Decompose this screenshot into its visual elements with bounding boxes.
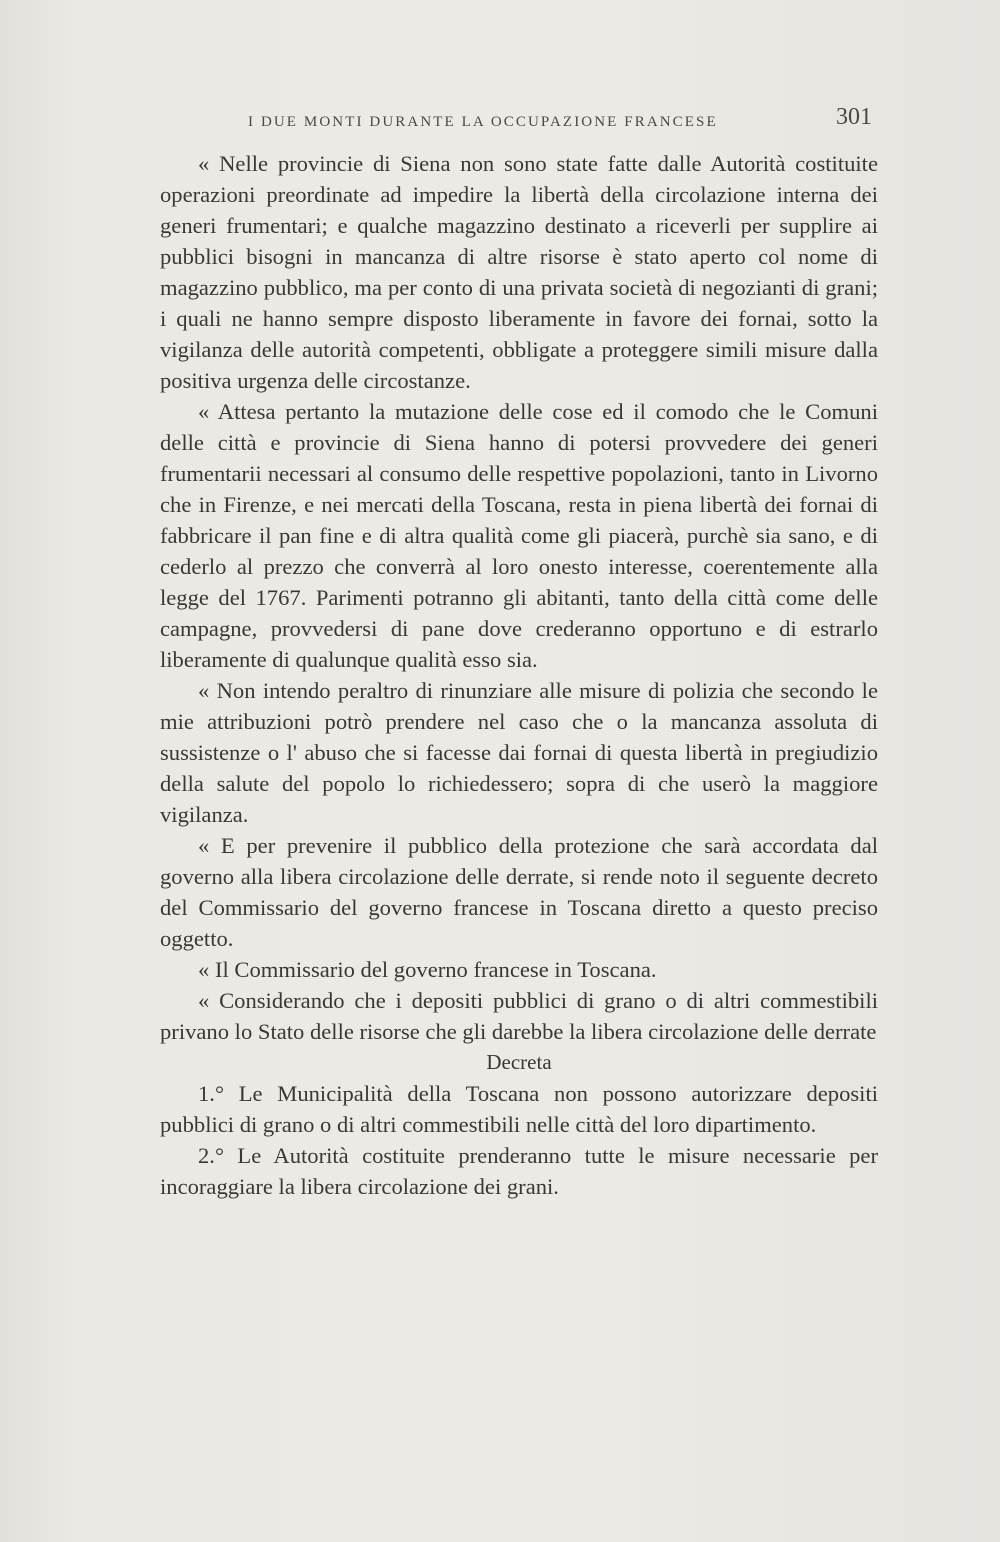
page-number: 301 <box>836 104 872 130</box>
page-header <box>160 100 872 136</box>
paragraph-bakers-freedom: « Attesa pertanto la mutazione delle cose ed il comodo che le Comuni delle città e provincie di Siena hanno di potersi provvedere dei generi frumentarii necessari al consumo delle respettive popolazioni, tanto in Livorno che in Firenze, e nei mercati della Toscana, resta in piena libertà dei fornai di fabbricare il pan fine e di altra qualità come gli piacerà, purchè sia sano, e di cederlo al prezzo che converrà al loro onesto interesse, coerentemente alla legge del 1767. Parimenti potranno gli abitanti, tanto della città come delle campagne, provvedersi di pane dove crederanno opportuno e di estrarlo liberamente di qualunque qualità esso sia. <box>160 399 878 672</box>
decree-heading: Decreta <box>486 1050 552 1074</box>
paragraph-siena-provinces: « Nelle provincie di Siena non sono state fatte dalle Autorità costituite operazioni preordinate ad impedire la libertà della circolazione interna dei generi frumentari; e qualche magazzino destinato a riceverli per supplire ai pubblici bisogni in mancanza di altre risorse è stato aperto col nome di magazzino pubblico, ma per conto di una privata società di negozianti di grani; i quali ne hanno sempre disposto liberamente in favore dei fornai, sotto la vigilanza delle autorità competenti, obbligate a proteggere simili misure dalla positiva urgenza delle circostanze. <box>160 151 878 393</box>
decree-article-1: 1.° Le Municipalità della Toscana non possono autorizzare depositi pubblici di grano o di altri commestibili nelle città del loro dipartimento. <box>160 1081 878 1137</box>
paragraph-police-measures: « Non intendo peraltro di rinunziare alle misure di polizia che secondo le mie attribuzioni potrò prendere nel caso che o la mancanza assoluta di sussistenze o l' abuso che si facesse dai fornai di questa libertà in pregiudizio della salute del popolo lo richiedessero; sopra di che userò la maggiore vigilanza. <box>160 678 878 827</box>
decree-article-2: 2.° Le Autorità costituite prenderanno tutte le misure necessarie per incoraggiare la libera circolazione dei grani. <box>160 1143 878 1199</box>
paragraph-public-notice: « E per prevenire il pubblico della protezione che sarà accordata dal governo alla libera circolazione delle derrate, si rende noto il seguente decreto del Commissario del governo francese in Toscana diretto a questo preciso oggetto. <box>160 833 878 951</box>
running-title: I DUE MONTI DURANTE LA OCCUPAZIONE FRANCESE <box>248 114 718 130</box>
paragraph-considering: « Considerando che i depositi pubblici di grano o di altri commestibili privano lo Stato delle risorse che gli darebbe la libera circolazione delle derrate <box>160 988 878 1044</box>
paragraph-commissioner: « Il Commissario del governo francese in Toscana. <box>198 957 657 982</box>
body-text <box>160 148 878 1202</box>
